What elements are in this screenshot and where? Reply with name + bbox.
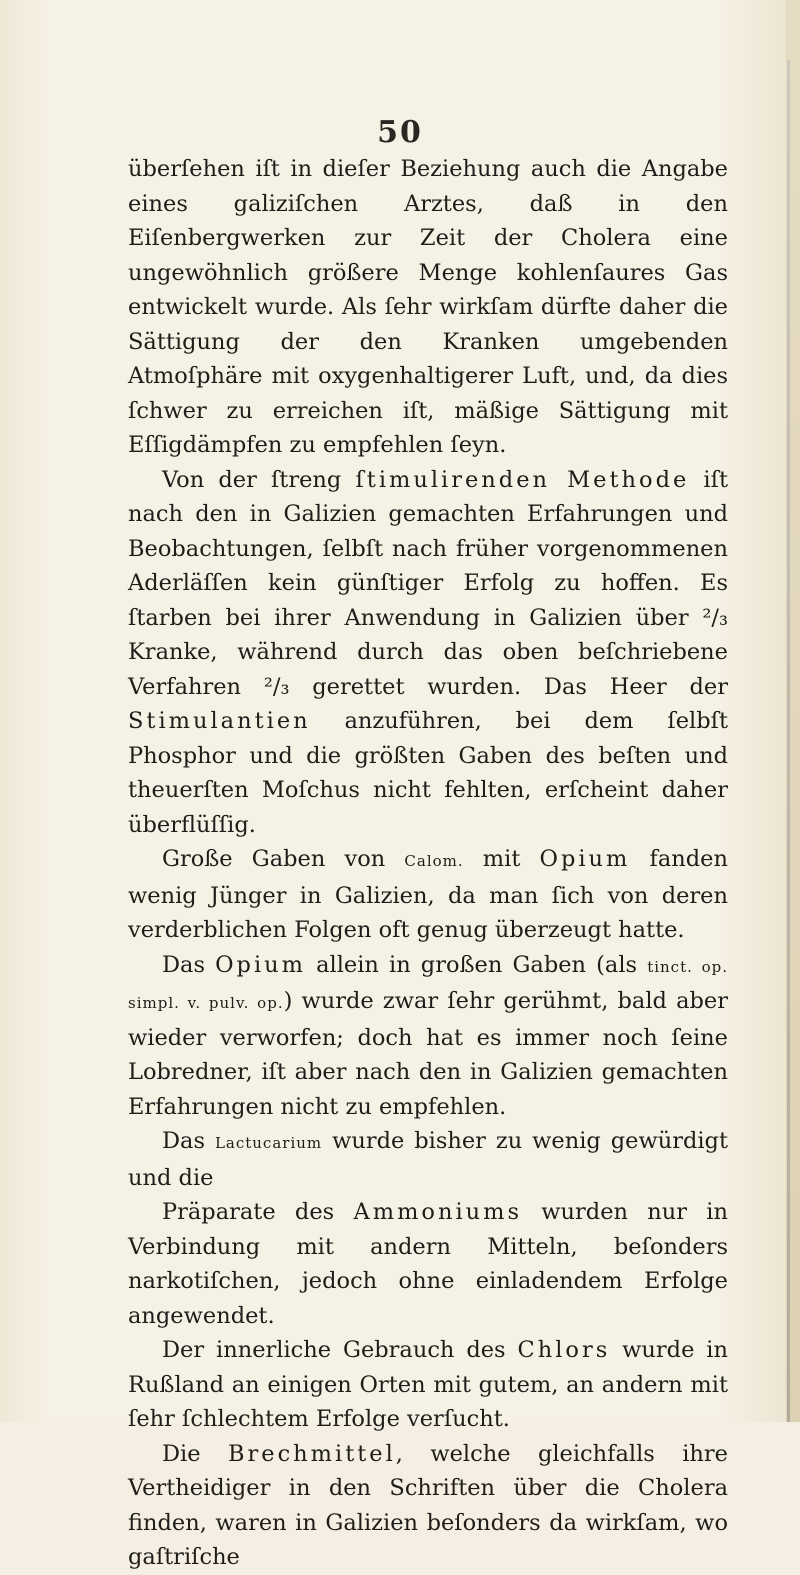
paragraph-text: Das xyxy=(162,1128,215,1154)
paragraph-text: iſt nach den in Galizien gemachten Erfahrungen und Beobachtungen, ſelbſt nach früher vorgenommenen Aderläſſen kein günſtiger Erfolg zu hoffen. Es ſtarben bei ihrer Anwendung in Galizien über ²/₃ Kranke, während durch das oben beſchriebene Verfahren ²/₃ gerettet wurden. Das Heer der xyxy=(128,466,728,700)
paragraph-text: fanden wenig Jünger in Galizien, da man ſich von deren verderblichen Folgen oft genug überzeugt hatte. xyxy=(128,846,728,943)
paragraph-text: Das xyxy=(162,951,216,978)
emphasized-text: Chlors xyxy=(517,1337,611,1363)
paragraph-text: anzuführen, bei dem ſelbſt Phosphor und die größten Gaben des beſten und theuerſten Moſchus nicht fehlten, erſcheint daher überflüſſig. xyxy=(128,708,728,838)
paragraph-text: Von der ſtreng xyxy=(162,466,356,493)
paragraph-text: Präparate des xyxy=(162,1199,354,1225)
paragraph xyxy=(128,1437,728,1575)
emphasized-text: Stimulantien xyxy=(128,708,311,734)
paragraph-text: ) wurde zwar ſehr gerühmt, bald aber wieder verworfen; doch hat es immer noch ſeine Lobredner, iſt aber nach den in Galizien gemachten Erfahrungen nicht zu empfehlen. xyxy=(128,988,728,1120)
paragraph-text: überſehen iſt in dieſer Beziehung auch die Angabe eines galiziſchen Arztes, daß in den Eiſenbergwerken zur Zeit der Cholera eine ungewöhnlich größere Menge kohlenſaures Gas entwickelt wurde. Als ſehr wirkſam dürfte daher die Sättigung der den Kranken umgebenden Atmoſphäre mit oxygenhaltigerer Luft, und, da dies ſchwer zu erreichen iſt, mäßige Sättigung mit Eſſigdämpfen zu empfehlen ſeyn. xyxy=(128,156,728,458)
emphasized-text: Calom. xyxy=(404,852,464,870)
emphasized-text: Ammoniums xyxy=(353,1199,523,1225)
page-edge-shadow xyxy=(787,60,790,1422)
paragraph-text: allein in großen Gaben (als xyxy=(305,951,648,978)
paragraph-text: , welche gleichfalls ihre Vertheidiger in den Schriften über die Cholera finden, waren in Galizien beſonders da wirkſam, wo gaſtriſche xyxy=(128,1440,728,1570)
paragraph-text: wurde in Rußland an einigen Orten mit gutem, an andern mit ſehr ſchlechtem Erfolge verſucht. xyxy=(128,1337,728,1432)
paragraph-text: Die xyxy=(162,1440,228,1467)
emphasized-text: ſtimulirenden Methode xyxy=(355,466,690,493)
emphasized-text: Brechmittel xyxy=(227,1440,396,1467)
paragraph xyxy=(128,1124,728,1195)
paragraph xyxy=(128,842,728,948)
paragraph-text: Der innerliche Gebrauch des xyxy=(162,1337,518,1363)
paragraph-text: mit xyxy=(463,846,540,872)
paragraph-text: wurden nur in Verbindung mit andern Mitteln, beſonders narkotiſchen, jedoch ohne einladendem Erfolge angewendet. xyxy=(128,1199,728,1329)
emphasized-text: tinct. op. simpl. v. pulv. op. xyxy=(128,957,728,1012)
paragraph xyxy=(128,152,728,463)
body-text xyxy=(128,152,728,1575)
paragraph xyxy=(128,948,728,1125)
emphasized-text: Opium xyxy=(215,951,306,978)
emphasized-text: Lactucarium xyxy=(214,1134,323,1152)
paragraph-text: wurde bisher zu wenig gewürdigt und die xyxy=(128,1128,728,1191)
paragraph xyxy=(128,1333,728,1437)
emphasized-text: Opium xyxy=(539,846,631,872)
page-number: 50 xyxy=(377,115,423,150)
paragraph-text: Große Gaben von xyxy=(162,846,405,872)
paragraph xyxy=(128,463,728,843)
paragraph xyxy=(128,1195,728,1333)
